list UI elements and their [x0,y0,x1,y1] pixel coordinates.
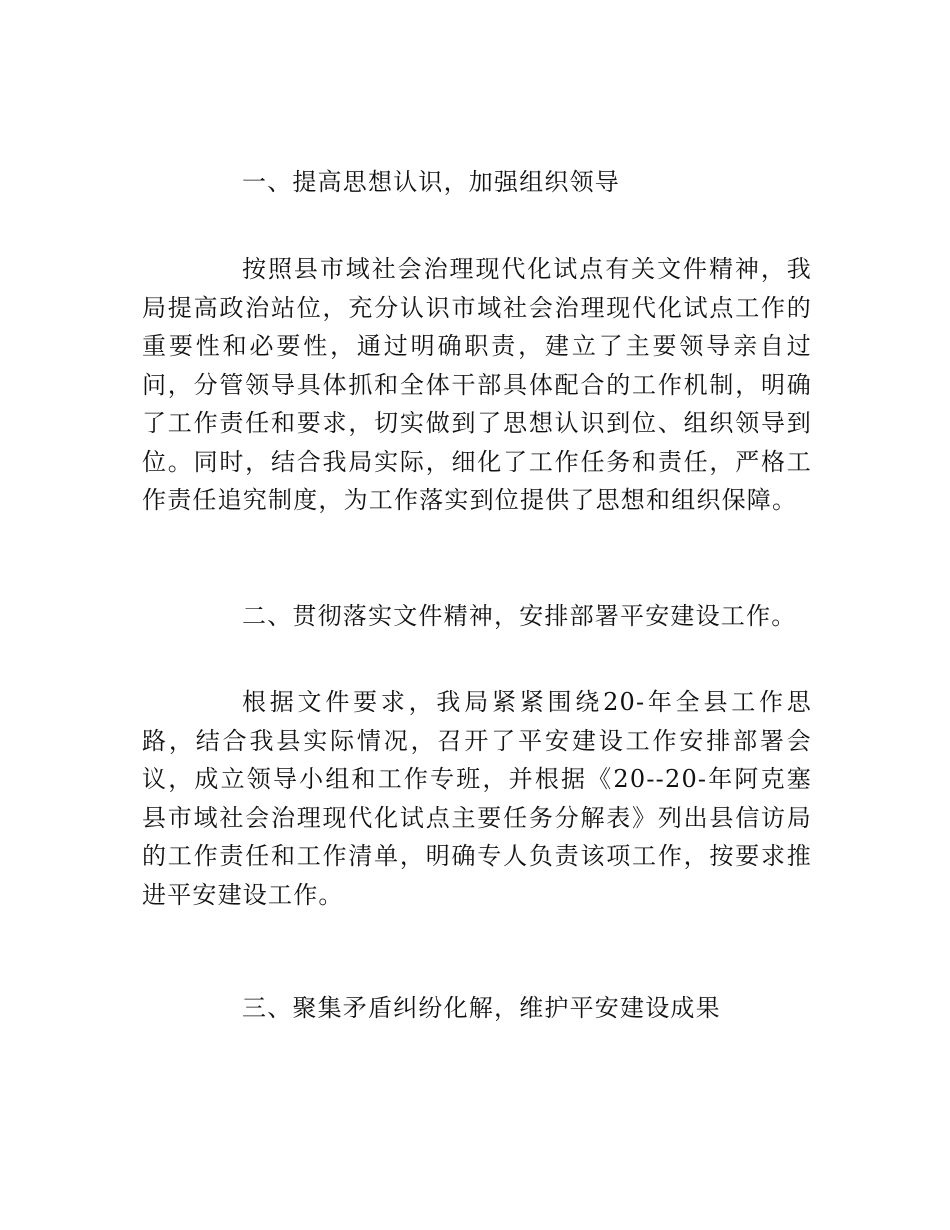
section-paragraph-2: 根据文件要求，我局紧紧围绕20-年全县工作思路，结合我县实际情况，召开了平安建设工作安排部署会议，成立领导小组和工作专班，并根据《20--20-年阿克塞县市域社会治理现代化试点主要任务分解表》列出县信访局的工作责任和工作清单，明确专人负责该项工作，按要求推进平安建设工作。 [142,688,812,909]
section-heading-1: 一、提高思想认识，加强组织领导 [242,168,620,196]
section-heading-3: 三、聚集矛盾纠纷化解，维护平安建设成果 [242,994,721,1022]
section-heading-2: 二、贯彻落实文件精神，安排部署平安建设工作。 [242,602,797,630]
section-paragraph-1: 按照县市域社会治理现代化试点有关文件精神，我局提高政治站位，充分认识市域社会治理现代化试点工作的重要性和必要性，通过明确职责，建立了主要领导亲自过问，分管领导具体抓和全体干部具体配合的工作机制，明确了工作责任和要求，切实做到了思想认识到位、组织领导到位。同时，结合我局实际，细化了工作任务和责任，严格工作责任追究制度，为工作落实到位提供了思想和组织保障。 [142,255,812,514]
